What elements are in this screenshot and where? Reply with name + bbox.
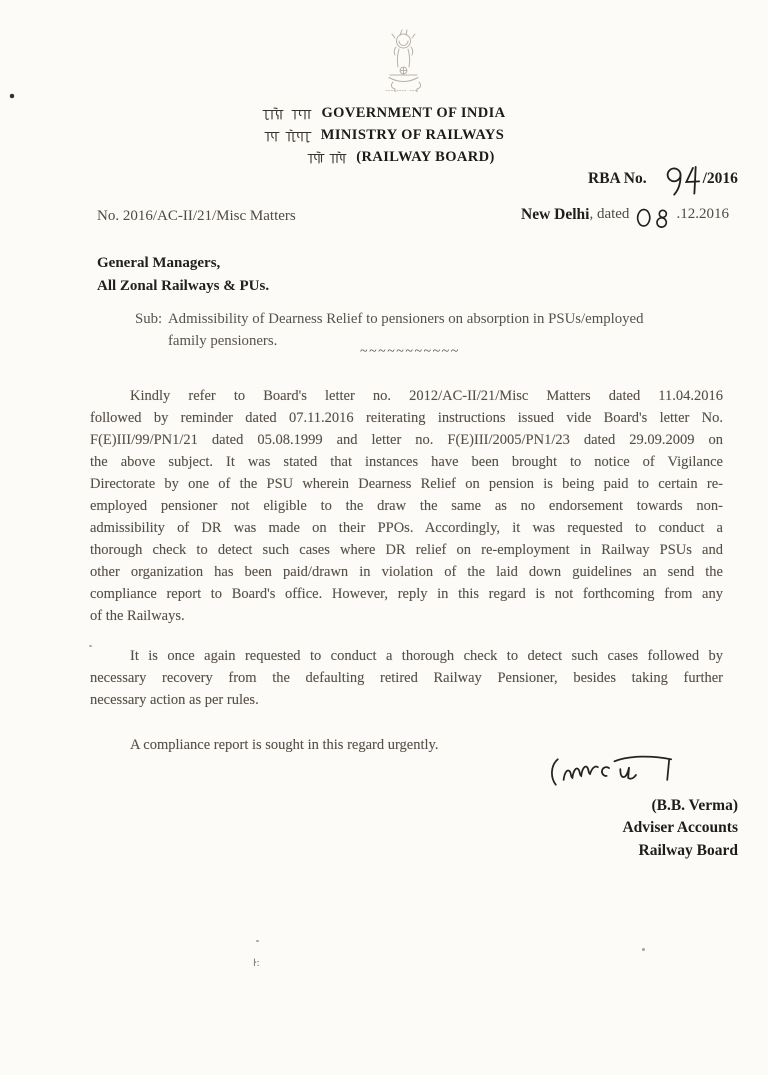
scan-speck-artifact bbox=[642, 948, 645, 951]
hindi-railway-board-text bbox=[307, 151, 347, 166]
place-name: New Delhi bbox=[521, 206, 590, 223]
place-date-line bbox=[521, 206, 729, 231]
signatory-org: Railway Board bbox=[638, 841, 738, 859]
letterhead-line-3 bbox=[0, 144, 768, 166]
body-paragraph-1 bbox=[90, 385, 723, 627]
railway-board-title: (RAILWAY BOARD) bbox=[356, 149, 495, 165]
body-paragraph-2 bbox=[90, 645, 723, 711]
scan-speck-artifact bbox=[89, 645, 92, 647]
scan-smudge-artifact: ŀ: bbox=[253, 958, 260, 969]
rba-year: /2016 bbox=[702, 170, 738, 187]
body-text-line: Kindly refer to Board's letter no. 2012/AC-II/21/Misc Matters dated 11.04.2016 bbox=[130, 388, 723, 404]
body-text-line: necessary action as per rules. bbox=[90, 692, 259, 708]
date-rest: .12.2016 bbox=[676, 206, 729, 222]
body-text-line: employed pensioner not eligible to the draw the same as no endorsement towards non- bbox=[90, 498, 723, 514]
rba-label: RBA No. bbox=[588, 170, 647, 187]
handwritten-signature bbox=[546, 752, 678, 794]
rba-number-line bbox=[588, 167, 738, 198]
body-text-line: other organization has been paid/drawn in violation of the laid down guidelines an send the bbox=[90, 564, 723, 580]
hindi-govt-of-india-text bbox=[262, 107, 312, 122]
addressee-block bbox=[97, 252, 269, 297]
national-emblem-icon bbox=[372, 26, 434, 92]
subject-label: Sub: bbox=[135, 311, 163, 327]
subject-line-1: Admissibility of Dearness Relief to pensioners on absorption in PSUs/employed bbox=[168, 311, 644, 327]
body-text-line: admissibility of DR was made on their PPOs. Accordingly, it was requested to conduct a bbox=[90, 520, 723, 536]
body-text-line: the above subject. It was stated that instances have been brought to notice of Vigilance bbox=[90, 454, 723, 470]
dated-label: , dated bbox=[589, 206, 630, 222]
body-text-line: It is once again requested to conduct a thorough check to detect such cases followed by bbox=[130, 648, 723, 664]
file-number: No. 2016/AC-II/21/Misc Matters bbox=[97, 208, 296, 224]
tilde-divider: ~~~~~~~~~~~ bbox=[360, 344, 460, 359]
handwritten-date-day bbox=[635, 207, 673, 231]
body-text-line: of the Railways. bbox=[90, 608, 185, 624]
govt-of-india-title: GOVERNMENT OF INDIA bbox=[321, 105, 506, 121]
signatory-name: (B.B. Verma) bbox=[651, 797, 738, 814]
hindi-ministry-of-railways-text bbox=[264, 129, 312, 144]
signatory-title: Adviser Accounts bbox=[622, 819, 738, 837]
body-text-line: necessary recovery from the defaulting retired Railway Pensioner, besides taking further bbox=[90, 670, 723, 686]
ministry-of-railways-title: MINISTRY OF RAILWAYS bbox=[320, 127, 505, 143]
addressee-line-1: General Managers, bbox=[97, 255, 221, 271]
signatory-block bbox=[622, 795, 738, 862]
letterhead-line-2 bbox=[0, 122, 768, 144]
body-text-line: Directorate by one of the PSU wherein Dearness Relief on pension is being paid to certain re- bbox=[90, 476, 723, 492]
scan-dot-artifact bbox=[10, 94, 14, 98]
body-paragraph-3: A compliance report is sought in this regard urgently. bbox=[130, 737, 439, 753]
subject-line-2: family pensioners. bbox=[168, 333, 278, 349]
body-text-line: F(E)III/99/PN1/21 dated 05.08.1999 and letter no. F(E)III/2005/PN1/23 dated 29.09.2009 on bbox=[90, 432, 723, 448]
letterhead-line-1 bbox=[0, 100, 768, 122]
handwritten-rba-number bbox=[657, 165, 701, 198]
body-text-line: followed by reminder dated 07.11.2016 reiterating instructions issued vide Board's letter No. bbox=[90, 410, 723, 426]
body-text-line: thorough check to detect such cases where DR relief on re-employment in Railway PSUs and bbox=[90, 542, 723, 558]
body-text-line: compliance report to Board's office. However, reply in this regard is not forthcoming from any bbox=[90, 586, 723, 602]
letterhead bbox=[0, 100, 768, 166]
addressee-line-2: All Zonal Railways & PUs. bbox=[97, 277, 270, 294]
scan-speck-artifact bbox=[256, 940, 259, 942]
